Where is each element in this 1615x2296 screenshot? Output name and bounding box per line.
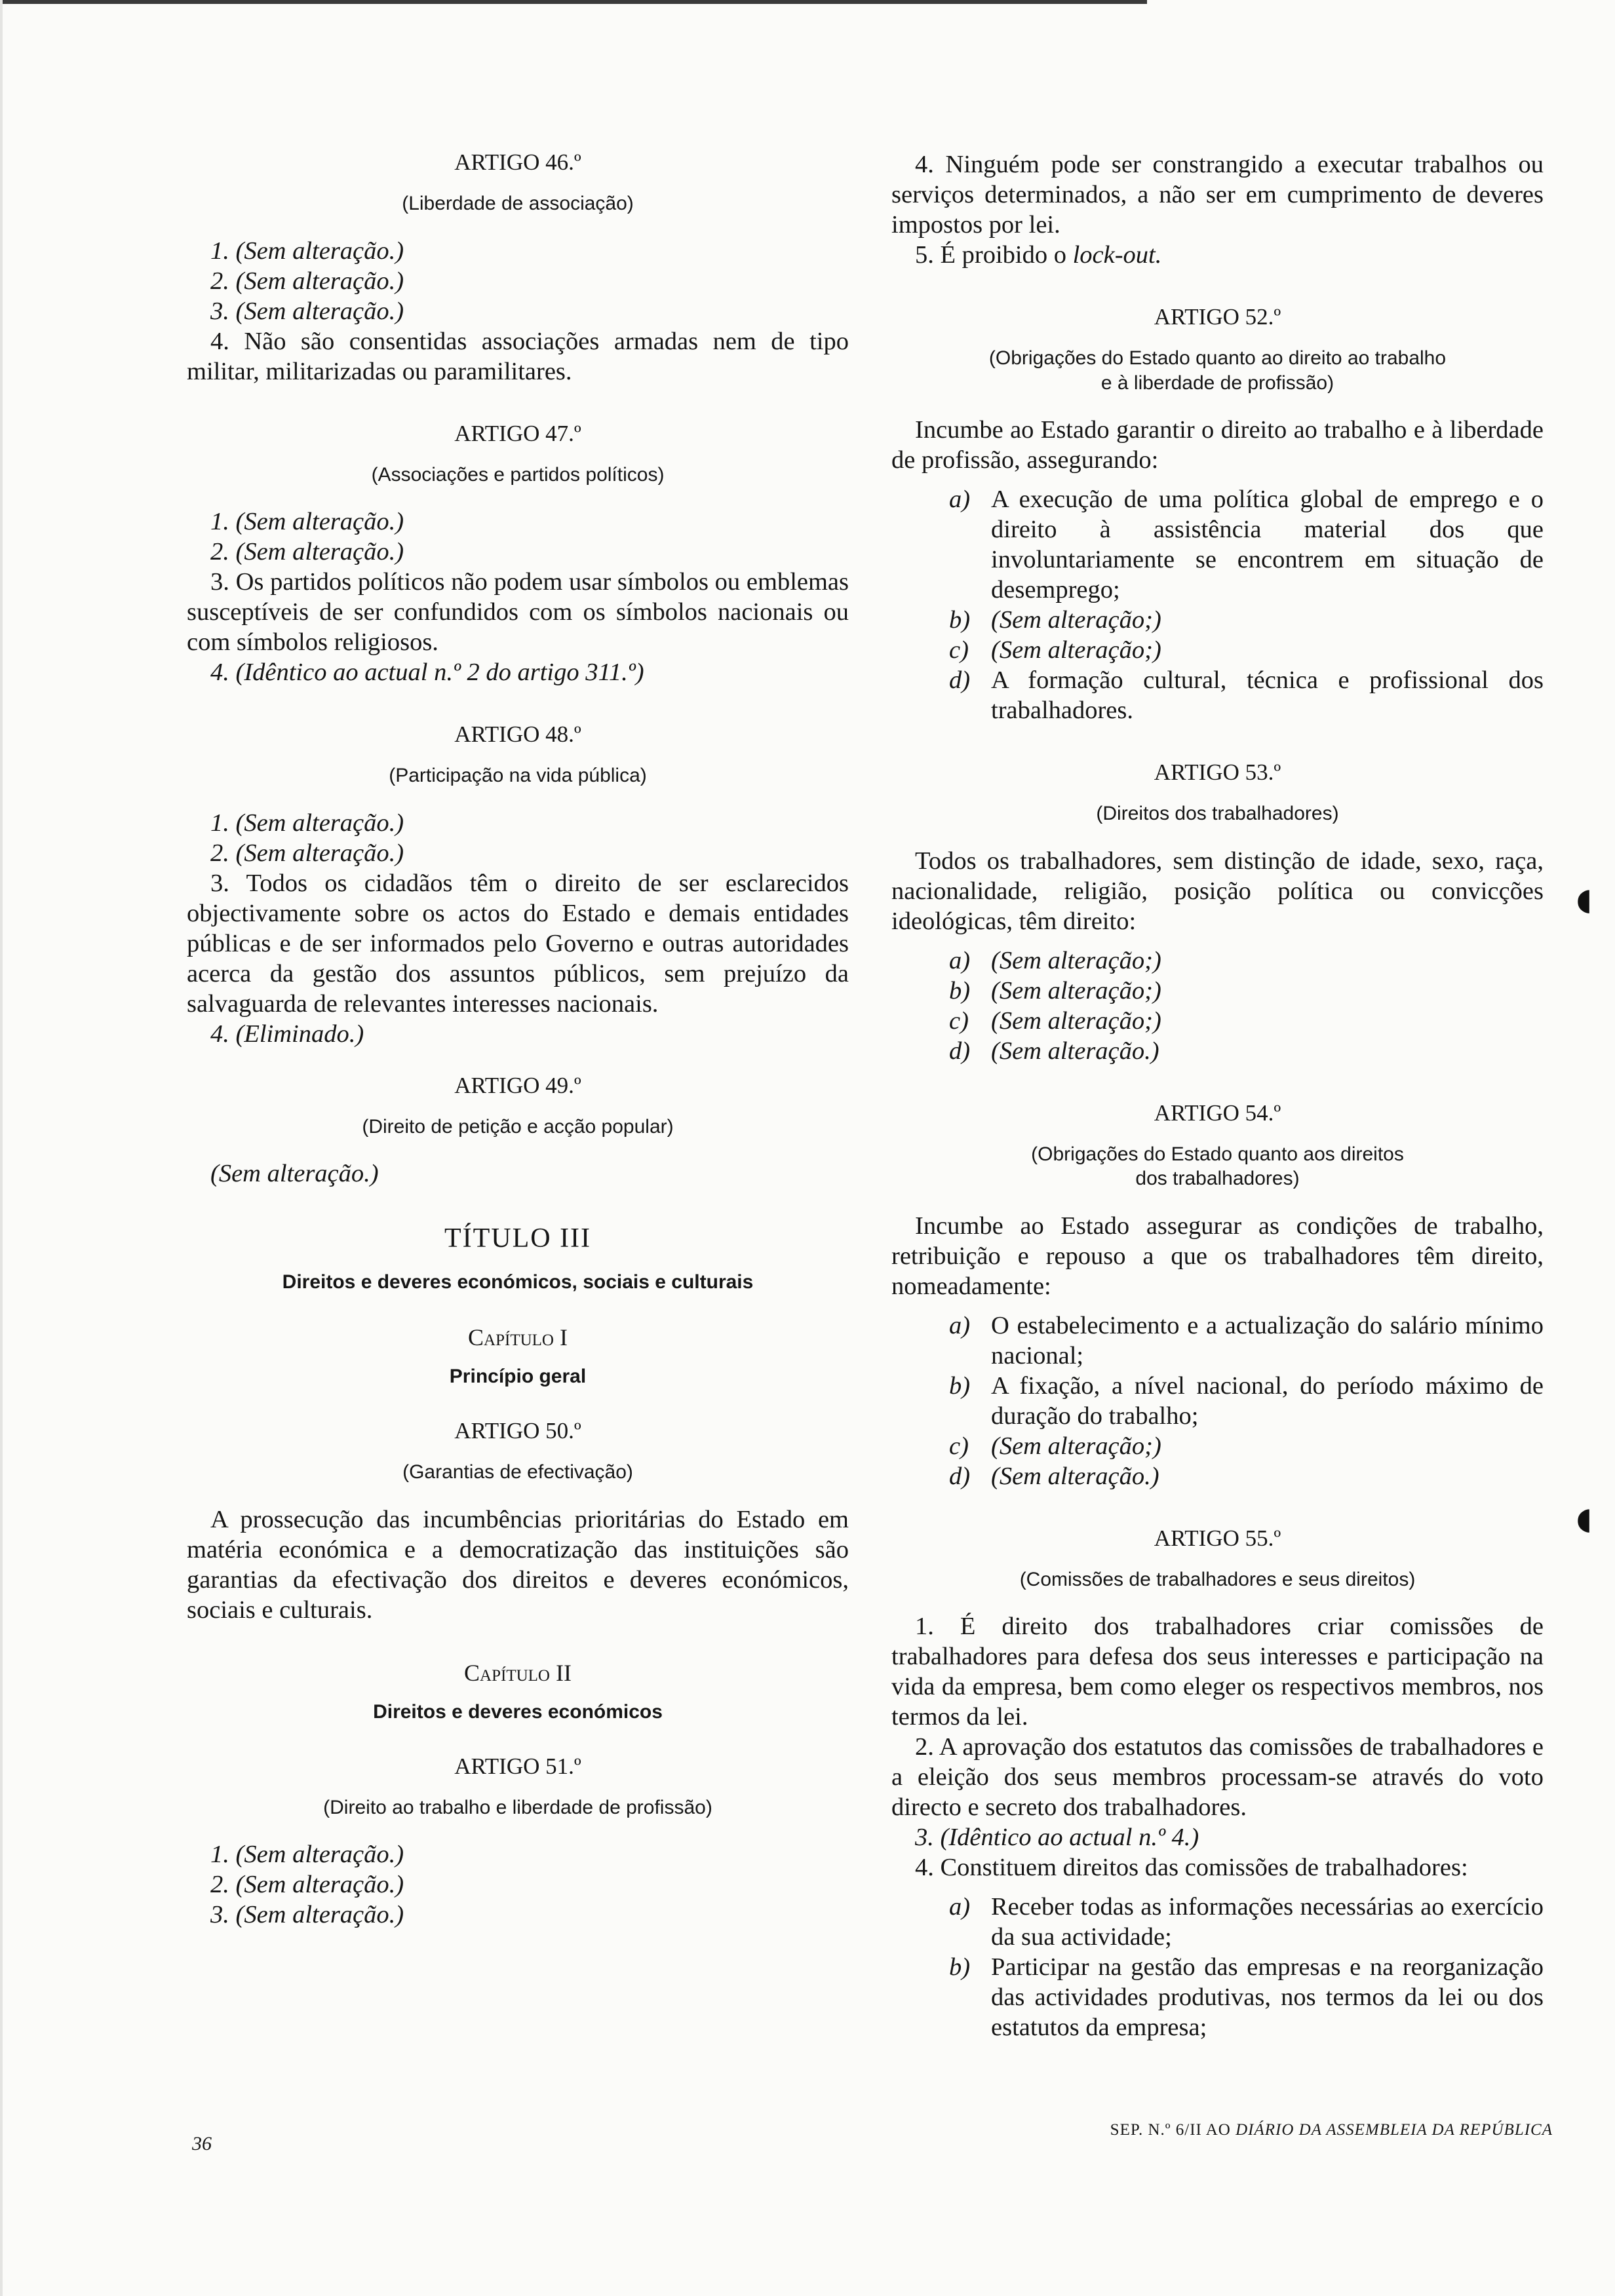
article-49-title: ARTIGO 49.º [454, 1072, 581, 1098]
item-label: c) [949, 1432, 969, 1460]
left-page-edge [0, 0, 3, 2296]
article-46-item-2: 2. (Sem alteração.) [210, 267, 404, 295]
article-52-item-b [891, 605, 1544, 635]
article-51-item-4: 4. Ninguém pode ser constrangido a executar trabalhos ou serviços determinados, a não ser em cumprimento de deveres impostos por lei. [891, 151, 1544, 239]
article-53-title: ARTIGO 53.º [1154, 759, 1281, 785]
article-47-item-2: 2. (Sem alteração.) [210, 538, 404, 565]
article-48-item-2: 2. (Sem alteração.) [210, 839, 404, 867]
article-55-item-4a [891, 1892, 1544, 1952]
item-text: Receber todas as informações necessárias ao exercício da sua actividade; [991, 1893, 1544, 1951]
article-51-item-5-term: lock-out. [1072, 241, 1162, 269]
article-48-item-1: 1. (Sem alteração.) [210, 809, 404, 837]
item-text: (Sem alteração;) [991, 1006, 1161, 1035]
article-47-item-4: 4. (Idêntico ao actual n.º 2 do artigo 311.º) [210, 659, 644, 686]
right-column [891, 149, 1544, 2042]
article-55-item-2: 2. A aprovação dos estatutos das comissões de trabalhadores e a eleição dos seus membros processam-se através do voto directo e secreto dos trabalhadores. [891, 1733, 1544, 1821]
titulo-subheading: Direitos e deveres económicos, sociais e culturais [282, 1271, 754, 1293]
article-52-item-c [891, 635, 1544, 665]
item-text: (Sem alteração.) [991, 1037, 1159, 1065]
article-54-subtitle-line-2: dos trabalhadores) [1135, 1168, 1300, 1189]
article-54-subtitle-line-1: (Obrigações do Estado quanto aos direitos [1031, 1143, 1404, 1165]
capitulo-1-subheading: Princípio geral [449, 1366, 587, 1387]
item-label: d) [949, 1037, 971, 1065]
article-52-subtitle-line-2: e à liberdade de profissão) [1100, 372, 1334, 394]
article-48-item-3: 3. Todos os cidadãos têm o direito de ser esclarecidos objectivamente sobre os actos do Estado e demais entidades públicas e de ser informados pelo Governo e outras autoridades acerca da gestão dos assuntos públicos, sem prejuízo da salvaguarda de relevantes interesses nacionais. [187, 869, 849, 1018]
publication-footer [1110, 2121, 1553, 2139]
item-label: a) [949, 1893, 971, 1921]
article-53-intro: Todos os trabalhadores, sem distinção de idade, sexo, raça, nacionalidade, religião, posição política ou convicções ideológicas, têm direito: [891, 847, 1544, 935]
item-label: b) [949, 606, 971, 634]
margin-binding-mark: ◖ [1576, 881, 1592, 917]
article-55-title: ARTIGO 55.º [1154, 1525, 1281, 1551]
item-label: d) [949, 1462, 971, 1490]
top-rule [0, 0, 1147, 4]
article-47-title: ARTIGO 47.º [454, 420, 581, 446]
item-label: d) [949, 666, 971, 694]
article-53-subtitle: (Direitos dos trabalhadores) [1096, 803, 1339, 824]
article-47-subtitle: (Associações e partidos políticos) [371, 463, 665, 486]
article-54-title: ARTIGO 54.º [1154, 1100, 1281, 1126]
article-48-subtitle: (Participação na vida pública) [389, 765, 647, 786]
article-52-subtitle-line-1: (Obrigações do Estado quanto ao direito ao trabalho [988, 347, 1447, 369]
article-47-item-3: 3. Os partidos políticos não podem usar símbolos ou emblemas susceptíveis de ser confundidos com os símbolos nacionais ou com símbolos religiosos. [187, 568, 849, 656]
article-46-item-3: 3. (Sem alteração.) [210, 297, 404, 325]
article-48-title: ARTIGO 48.º [454, 721, 581, 747]
publication-number: SEP. N.º 6/II AO [1110, 2121, 1236, 2139]
article-51-title: ARTIGO 51.º [454, 1753, 581, 1779]
article-49-subtitle: (Direito de petição e acção popular) [362, 1115, 674, 1138]
item-label: b) [949, 976, 971, 1004]
item-text: (Sem alteração;) [991, 1432, 1161, 1460]
article-53-item-a [891, 946, 1544, 976]
article-51-item-1: 1. (Sem alteração.) [210, 1841, 404, 1868]
article-51-item-3: 3. (Sem alteração.) [210, 1901, 404, 1928]
article-53-item-b [891, 976, 1544, 1006]
item-label: a) [949, 486, 971, 513]
margin-binding-mark: ◖ [1576, 1501, 1592, 1536]
article-55-subtitle: (Comissões de trabalhadores e seus direitos) [1019, 1568, 1416, 1590]
item-label: c) [949, 1006, 969, 1035]
capitulo-1-heading: Capítulo I [468, 1324, 568, 1350]
titulo-heading: TÍTULO III [444, 1223, 592, 1253]
left-column [187, 149, 849, 1930]
capitulo-2-subheading: Direitos e deveres económicos [373, 1700, 663, 1723]
item-text: O estabelecimento e a actualização do salário mínimo nacional; [991, 1311, 1544, 1369]
article-51-item-2: 2. (Sem alteração.) [210, 1871, 404, 1898]
item-text: (Sem alteração;) [991, 946, 1161, 974]
article-53-item-d [891, 1036, 1544, 1066]
item-text: A execução de uma política global de emprego e o direito à assistência material dos que involuntariamente se encontrem em situação de desemprego; [991, 486, 1544, 603]
item-text: A formação cultural, técnica e profissional dos trabalhadores. [991, 666, 1544, 724]
item-text: (Sem alteração;) [991, 976, 1161, 1004]
page-number: 36 [192, 2133, 212, 2154]
item-text: (Sem alteração.) [991, 1462, 1159, 1490]
article-46-item-1: 1. (Sem alteração.) [210, 237, 404, 265]
article-53-item-c [891, 1006, 1544, 1036]
item-text: A fixação, a nível nacional, do período máximo de duração do trabalho; [991, 1371, 1544, 1430]
article-55-item-4: 4. Constituem direitos das comissões de trabalhadores: [915, 1854, 1468, 1881]
article-48-item-4: 4. (Eliminado.) [210, 1020, 364, 1048]
article-55-item-4b [891, 1952, 1544, 2042]
capitulo-2-heading: Capítulo II [464, 1659, 572, 1686]
article-54-subtitle [891, 1142, 1544, 1191]
article-50-title: ARTIGO 50.º [454, 1418, 581, 1444]
article-52-intro: Incumbe ao Estado garantir o direito ao trabalho e à liberdade de profissão, assegurando: [891, 416, 1544, 474]
article-51-item-5-text: 5. É proibido o [915, 241, 1073, 269]
article-52-title: ARTIGO 52.º [1154, 304, 1281, 330]
item-label: c) [949, 636, 969, 664]
article-54-item-a [891, 1311, 1544, 1371]
item-label: b) [949, 1953, 971, 1981]
article-55-item-3: 3. (Idêntico ao actual n.º 4.) [915, 1824, 1199, 1851]
article-46-item-4: 4. Não são consentidas associações armadas nem de tipo militar, militarizadas ou paramilitares. [187, 327, 849, 385]
article-46-title: ARTIGO 46.º [454, 149, 581, 175]
article-51-item-5 [891, 240, 1544, 270]
article-55-item-1: 1. É direito dos trabalhadores criar comissões de trabalhadores para defesa dos seus interesses e participação na vida da empresa, bem como eleger os respectivos membros, nos termos da lei. [891, 1613, 1544, 1731]
article-46-subtitle: (Liberdade de associação) [402, 193, 634, 214]
article-50-text: A prossecução das incumbências prioritárias do Estado em matéria económica e a democratização das instituições são garantias da efectivação dos direitos e deveres económicos, sociais e culturais. [187, 1505, 849, 1624]
item-label: b) [949, 1371, 971, 1400]
item-text: (Sem alteração;) [991, 606, 1161, 634]
item-label: a) [949, 946, 971, 974]
article-54-item-d [891, 1461, 1544, 1491]
article-54-intro: Incumbe ao Estado assegurar as condições de trabalho, retribuição e repouso a que os trabalhadores têm direito, nomeadamente: [891, 1212, 1544, 1300]
article-51-subtitle: (Direito ao trabalho e liberdade de profissão) [323, 1796, 712, 1818]
publication-title: DIÁRIO DA ASSEMBLEIA DA REPÚBLICA [1236, 2121, 1553, 2139]
item-text: Participar na gestão das empresas e na reorganização das actividades produtivas, nos termos da lei ou dos estatutos da empresa; [991, 1953, 1544, 2041]
item-text: (Sem alteração;) [991, 636, 1161, 664]
article-47-item-1: 1. (Sem alteração.) [210, 508, 404, 535]
article-52-item-d [891, 665, 1544, 725]
item-label: a) [949, 1311, 971, 1339]
article-52-subtitle [891, 346, 1544, 395]
article-49-text: (Sem alteração.) [210, 1160, 379, 1187]
article-54-item-b [891, 1371, 1544, 1431]
article-50-subtitle: (Garantias de efectivação) [402, 1461, 633, 1483]
article-52-item-a [891, 484, 1544, 605]
article-54-item-c [891, 1431, 1544, 1461]
